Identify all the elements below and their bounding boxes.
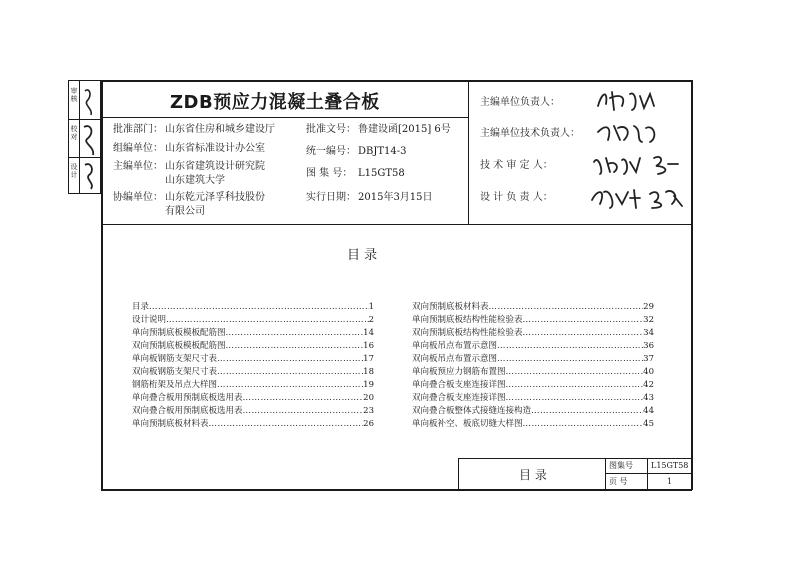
chief-editor-value-2: 山东建筑大学 [165,175,225,186]
approval-no-value: 鲁建设函[2015] 6号 [358,124,451,135]
frame-top [101,80,692,82]
editor-head-label: 主编单位负责人： [480,97,560,108]
signature-editor-head [592,86,662,114]
toc-item[interactable]: 单向预制底板材料表 …………………………………………………………………………………………………………………………………………………… 26 [132,419,374,430]
effective-date-label: 实行日期： [306,192,356,203]
toc-item[interactable]: 单向叠合板用预制底板选用表 …………………………………………………………………………………………………………………………………………………… 20 [132,393,374,404]
toc-item[interactable]: 单向预制底板模板配筋图 …………………………………………………………………………………………………………………………………………………… 14 [132,328,374,339]
effective-date-value: 2015年3月15日 [358,192,433,203]
co-editor-value-1: 山东乾元泽孚科技股份 [165,192,265,203]
title-block-set-label: 图集号 [609,461,633,470]
approval-no-label: 批准文号： [306,124,356,135]
co-editor-label: 协编单位： [113,192,163,203]
toc-item[interactable]: 单向板补空、板底切缝大样图 …………………………………………………………………………………………………………………………………………………… 45 [412,419,654,430]
toc-title: 目 录 [347,248,378,263]
title-block [458,458,692,490]
tech-reviewer-label: 技 术 审 定 人： [480,160,553,171]
co-editor-value-2: 有限公司 [165,206,205,217]
editor-tech-head-label: 主编单位技术负责人： [480,128,580,139]
organizer-label: 组编单位： [113,143,163,154]
title-underline [102,117,468,118]
toc-item[interactable]: 双向预制底板模板配筋图 …………………………………………………………………………………………………………………………………………………… 16 [132,341,374,352]
signature-tech-head [594,118,664,146]
approval-dept-value: 山东省住房和城乡建设厅 [165,124,275,135]
frame-left [101,80,103,490]
side-strip-proof-label: 校对 [70,125,78,141]
toc-item[interactable]: 双向叠合板支座连接详图 …………………………………………………………………………………………………………………………………………………… 43 [412,393,654,404]
toc-item[interactable]: 目录 …………………………………………………………………………………………………………………………………………………… 1 [132,302,374,313]
chief-editor-value-1: 山东省建筑设计研究院 [165,161,265,172]
title-block-name: 目 录 [519,468,547,482]
side-strip [68,80,101,194]
title-block-page-value: 1 [667,477,673,486]
atlas-no-value: L15GT58 [358,168,405,179]
unified-no-value: DBJT14-3 [358,146,407,157]
toc-item[interactable]: 单向板预应力钢筋布置图 …………………………………………………………………………………………………………………………………………………… 40 [412,367,654,378]
toc-item[interactable]: 单向叠合板支座连接详图 …………………………………………………………………………………………………………………………………………………… 42 [412,380,654,391]
side-strip-design-label: 设计 [70,163,78,179]
toc-item[interactable]: 单向板钢筋支架尺寸表 …………………………………………………………………………………………………………………………………………………… 17 [132,354,374,365]
toc-item[interactable]: 双向叠合板整体式接缝连接构造 …………………………………………………………………………………………………………………………………………………… 44 [412,406,654,417]
design-lead-label: 设 计 负 责 人： [480,192,553,203]
side-strip-check-label: 审核 [70,87,78,103]
toc-item[interactable]: 单向预制底板结构性能检验表 …………………………………………………………………………………………………………………………………………………… 32 [412,315,654,326]
toc-item[interactable]: 双向预制底板结构性能检验表 …………………………………………………………………………………………………………………………………………………… 34 [412,328,654,339]
toc-item[interactable]: 双向板吊点布置示意图 …………………………………………………………………………………………………………………………………………………… 37 [412,354,654,365]
toc-item[interactable]: 双向板钢筋支架尺寸表 …………………………………………………………………………………………………………………………………………………… 18 [132,367,374,378]
header-divider [468,80,469,224]
header-separator [101,224,692,225]
atlas-no-label: 图 集 号： [306,168,353,179]
signature-tech-reviewer [590,150,682,178]
organizer-value: 山东省标准设计办公室 [165,143,265,154]
toc-item[interactable]: 设计说明 …………………………………………………………………………………………………………………………………………………… 2 [132,315,374,326]
approval-dept-label: 批准部门： [113,124,163,135]
unified-no-label: 统一编号： [306,146,356,157]
signature-design-lead [588,182,686,212]
title-block-set-value: L15GT58 [651,461,689,470]
atlas-title: ZDB预应力混凝土叠合板 [170,92,380,113]
title-block-page-label: 页 号 [609,477,628,486]
toc-item[interactable]: 单向板吊点布置示意图 …………………………………………………………………………………………………………………………………………………… 36 [412,341,654,352]
toc-item[interactable]: 钢筋桁架及吊点大样图 …………………………………………………………………………………………………………………………………………………… 19 [132,380,374,391]
toc-item[interactable]: 双向预制底板材料表 …………………………………………………………………………………………………………………………………………………… 29 [412,302,654,313]
toc-item[interactable]: 双向叠合板用预制底板选用表 …………………………………………………………………………………………………………………………………………………… 23 [132,406,374,417]
chief-editor-label: 主编单位： [113,161,163,172]
frame-right [691,80,693,490]
side-strip-signatures [81,83,99,193]
